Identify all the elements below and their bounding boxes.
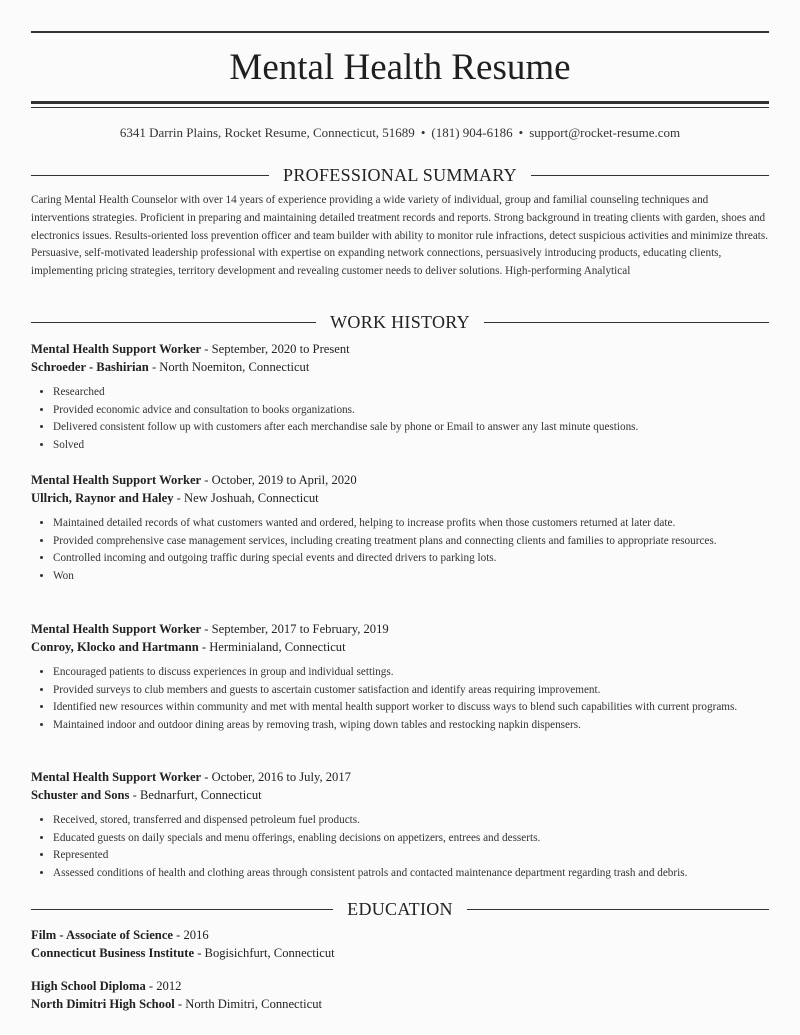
- job-dates: - September, 2017 to February, 2019: [201, 622, 389, 636]
- heading-rule: [31, 909, 333, 910]
- title-rule-thin: [31, 107, 769, 108]
- job-bullets: [31, 515, 769, 585]
- job-title: Mental Health Support Worker: [31, 770, 202, 784]
- job-entry: [31, 471, 769, 585]
- address: 6341 Darrin Plains, Rocket Resume, Connecticut, 51689: [119, 125, 415, 140]
- list-item: • Provided comprehensive case management services, including creating treatment plans and connecting clients and families to appropriate resources.: [53, 533, 769, 551]
- heading-rule: [484, 322, 769, 323]
- job-location: - Herminialand, Connecticut: [198, 640, 346, 654]
- company-name: Ullrich, Raynor and Haley: [31, 491, 174, 505]
- list-item: • Maintained indoor and outdoor dining areas by removing trash, wiping down tables and restocking napkin dispensers.: [53, 717, 769, 735]
- job-title-line: [31, 768, 769, 786]
- page-title: Mental Health Resume: [229, 47, 571, 88]
- job-bullets: [31, 664, 769, 734]
- education-entry: [31, 977, 769, 1013]
- heading-rule: [467, 909, 769, 910]
- job-title-line: [31, 340, 769, 358]
- work-history-heading: [31, 310, 769, 334]
- job-title: Mental Health Support Worker: [31, 622, 202, 636]
- list-item: • Delivered consistent follow up with customers after each merchandise sale by phone or Email to answer any last minute questions.: [53, 419, 769, 437]
- job-company-line: [31, 358, 769, 376]
- school-location: - Bogisichfurt, Connecticut: [194, 946, 335, 960]
- company-name: Conroy, Klocko and Hartmann: [31, 640, 199, 654]
- list-item: • Received, stored, transferred and dispensed petroleum fuel products.: [53, 812, 769, 830]
- degree-year: - 2016: [173, 928, 209, 942]
- school-name: Connecticut Business Institute: [31, 946, 195, 960]
- section-title: WORK HISTORY: [330, 311, 470, 332]
- company-name: Schroeder - Bashirian: [31, 360, 149, 374]
- job-title-line: [31, 620, 769, 638]
- job-dates: - September, 2020 to Present: [201, 342, 350, 356]
- job-entry: [31, 768, 769, 882]
- list-item: • Encouraged patients to discuss experiences in group and individual settings.: [53, 664, 769, 682]
- education-entry: [31, 926, 769, 962]
- separator-dot: •: [518, 125, 524, 140]
- school-name: North Dimitri High School: [31, 997, 175, 1011]
- school-line: [31, 995, 769, 1013]
- list-item: • Identified new resources within community and met with mental health support worker to discuss ways to blend such capabilities with current programs.: [53, 699, 769, 717]
- degree: High School Diploma: [31, 979, 146, 993]
- degree: Film - Associate of Science: [31, 928, 173, 942]
- school-line: [31, 944, 769, 962]
- job-entry: [31, 620, 769, 734]
- education-heading: [31, 897, 769, 921]
- job-title-line: [31, 471, 769, 489]
- list-item: • Represented: [53, 847, 769, 865]
- job-location: - North Noemiton, Connecticut: [148, 360, 310, 374]
- job-title: Mental Health Support Worker: [31, 342, 202, 356]
- list-item: • Assessed conditions of health and clothing areas through consistent patrols and contacted maintenance department regarding trash and debris.: [53, 865, 769, 883]
- school-location: - North Dimitri, Connecticut: [174, 997, 323, 1011]
- heading-rule: [531, 175, 769, 176]
- list-item: • Maintained detailed records of what customers wanted and ordered, helping to increase profits when those customers returned at later date.: [53, 515, 769, 533]
- job-company-line: [31, 786, 769, 804]
- job-bullets: [31, 812, 769, 882]
- job-entry: [31, 340, 769, 454]
- list-item: • Provided economic advice and consultation to books organizations.: [53, 402, 769, 420]
- job-bullets: [31, 384, 769, 454]
- summary-text: Caring Mental Health Counselor with over 14 years of experience providing a wide variety of individual, group and familial counseling techniques and interventions strategies. Proficient in preparing and maintaining detailed treatment records and reports. Strong background in treating clients with garden, shoes and electronics issues. Results-oriented loss prevention officer and team builder with ability to monitor rule infractions, detect suspicious activities and minimize threats. Persuasive, self-motivated leadership professional with expertise on expanding network connections, persuasively introducing products, educating clients, implementing pricing strategies, territory development and revealing customer needs to deliver solutions. High-performing Analytical: [31, 194, 769, 278]
- degree-line: [31, 926, 769, 944]
- list-item: • Researched: [53, 384, 769, 402]
- degree-year: - 2012: [145, 979, 182, 993]
- summary-heading: [31, 163, 769, 187]
- job-dates: - October, 2016 to July, 2017: [201, 770, 351, 784]
- list-item: • Solved: [53, 437, 769, 455]
- list-item: • Educated guests on daily specials and menu offerings, enabling decisions on appetizers, entrees and desserts.: [53, 830, 769, 848]
- company-name: Schuster and Sons: [31, 788, 130, 802]
- section-title: EDUCATION: [347, 898, 453, 919]
- phone: (181) 904-6186: [431, 125, 513, 140]
- heading-rule: [31, 175, 269, 176]
- email: support@rocket-resume.com: [529, 125, 681, 140]
- job-company-line: [31, 638, 769, 656]
- job-location: - Bednarfurt, Connecticut: [129, 788, 262, 802]
- section-title: PROFESSIONAL SUMMARY: [283, 164, 517, 185]
- job-dates: - October, 2019 to April, 2020: [201, 473, 357, 487]
- list-item: • Provided surveys to club members and guests to ascertain customer satisfaction and identify areas requiring improvement.: [53, 682, 769, 700]
- list-item: • Controlled incoming and outgoing traffic during special events and directed drivers to parking lots.: [53, 550, 769, 568]
- job-location: - New Joshuah, Connecticut: [173, 491, 319, 505]
- list-item: • Won: [53, 568, 769, 586]
- contact-line: [0, 124, 800, 142]
- title-rule-thick: [31, 101, 769, 104]
- separator-dot: •: [420, 125, 426, 140]
- heading-rule: [31, 322, 316, 323]
- job-title: Mental Health Support Worker: [31, 473, 202, 487]
- degree-line: [31, 977, 769, 995]
- job-company-line: [31, 489, 769, 507]
- top-rule: [31, 31, 769, 33]
